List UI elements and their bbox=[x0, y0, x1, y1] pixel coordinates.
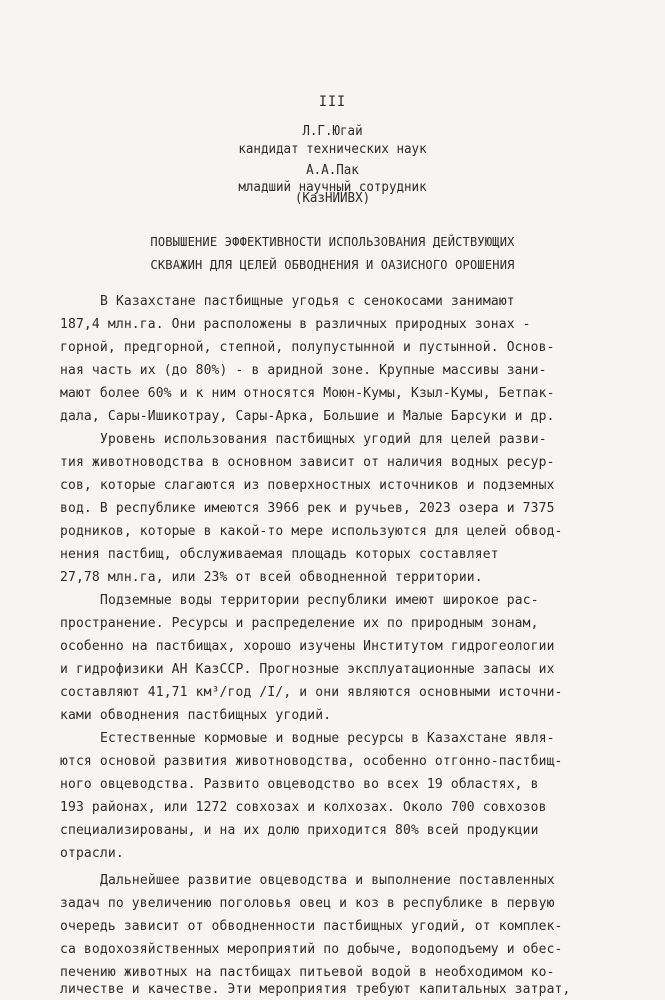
body-line: пространение. Ресурсы и распределение их по природным зонам, bbox=[60, 616, 539, 631]
body-line: ками обводнения пастбищных угодий. bbox=[60, 708, 332, 723]
body-line: вод. В республике имеются 3966 рек и ручьев, 2023 озера и 7375 bbox=[60, 501, 555, 516]
title-line-2: СКВАЖИН ДЛЯ ЦЕЛЕЙ ОБВОДНЕНИЯ И ОАЗИСНОГО ОРОШЕНИЯ bbox=[150, 257, 515, 272]
body-line: личестве и качестве. Эти мероприятия требуют капитальных затрат, bbox=[60, 982, 571, 997]
author1-name: Л.Г.Югай bbox=[302, 124, 363, 139]
body-line: печению животных на пастбищах питьевой водой в необходимом ко- bbox=[60, 965, 555, 980]
body-line: очередь зависит от обводненности пастбищных угодий, от комплек- bbox=[60, 919, 563, 934]
body-line: нения пастбищ, обслуживаемая площадь которых составляет bbox=[60, 547, 499, 562]
body-line: Подземные воды территории республики имеют широкое рас- bbox=[100, 593, 539, 608]
body-line: са водохозяйственных мероприятий по добыче, водоподъему и обес- bbox=[60, 942, 563, 957]
body-line: мают более 60% и к ним относятся Моюн-Кумы, Кзыл-Кумы, Бетпак- bbox=[60, 386, 555, 401]
author2-title: младший научный сотрудник bbox=[238, 180, 427, 195]
body-line: 27,78 млн.га, или 23% от всей обводненной территории. bbox=[60, 570, 483, 585]
body-line: отрасли. bbox=[60, 846, 124, 861]
page-number: III bbox=[318, 94, 347, 110]
institution: (КазНИИВХ) bbox=[294, 191, 371, 206]
body-line: тия животноводства в основном зависит от наличия водных ресур- bbox=[60, 455, 555, 470]
body-line: Дальнейшее развитие овцеводства и выполнение поставленных bbox=[100, 873, 555, 888]
body-line: составляют 41,71 км³/год /I/, и они являются основными источни- bbox=[60, 685, 563, 700]
body-line: дала, Сары-Ишикотрау, Сары-Арка, Большие и Малые Барсуки и др. bbox=[60, 409, 555, 424]
body-line: родников, которые в какой-то мере используются для целей обвод- bbox=[60, 524, 563, 539]
body-line: и гидрофизики АН КазССР. Прогнозные эксплуатационные запасы их bbox=[60, 662, 555, 677]
body-line: особенно на пастбищах, хорошо изучены Институтом гидрогеологии bbox=[60, 639, 555, 654]
body-line: Естественные кормовые и водные ресурсы в Казахстане явля- bbox=[100, 731, 555, 746]
body-line: ная часть их (до 80%) - в аридной зоне. Крупные массивы зани- bbox=[60, 363, 547, 378]
body-line: задач по увеличению поголовья овец и коз в республике в первую bbox=[60, 896, 555, 911]
body-line: 187,4 млн.га. Они расположены в различных природных зонах - bbox=[60, 317, 531, 332]
author2-name: А.А.Пак bbox=[306, 163, 359, 178]
body-line: ного овцеводства. Развито овцеводство во всех 19 областях, в bbox=[60, 777, 539, 792]
author1-title: кандидат технических наук bbox=[238, 142, 427, 157]
body-line: 193 районах, или 1272 совхозах и колхозах. Около 700 совхозов bbox=[60, 800, 547, 815]
body-line: В Казахстане пастбищные угодья с сенокосами занимают bbox=[100, 294, 515, 309]
body-line: Уровень использования пастбищных угодий для целей разви- bbox=[100, 432, 547, 447]
body-line: специализированы, и на их долю приходится 80% всей продукции bbox=[60, 823, 539, 838]
body-line: сов, которые слагаются из поверхностных источников и подземных bbox=[60, 478, 555, 493]
body-line: ются основой развития животноводства, особенно отгонно-пастбищ- bbox=[60, 754, 563, 769]
title-line-1: ПОВЫШЕНИЕ ЭФФЕКТИВНОСТИ ИСПОЛЬЗОВАНИЯ ДЕЙСТВУЮЩИХ bbox=[150, 234, 515, 249]
body-line: горной, предгорной, степной, полупустынной и пустынной. Основ- bbox=[60, 340, 555, 355]
